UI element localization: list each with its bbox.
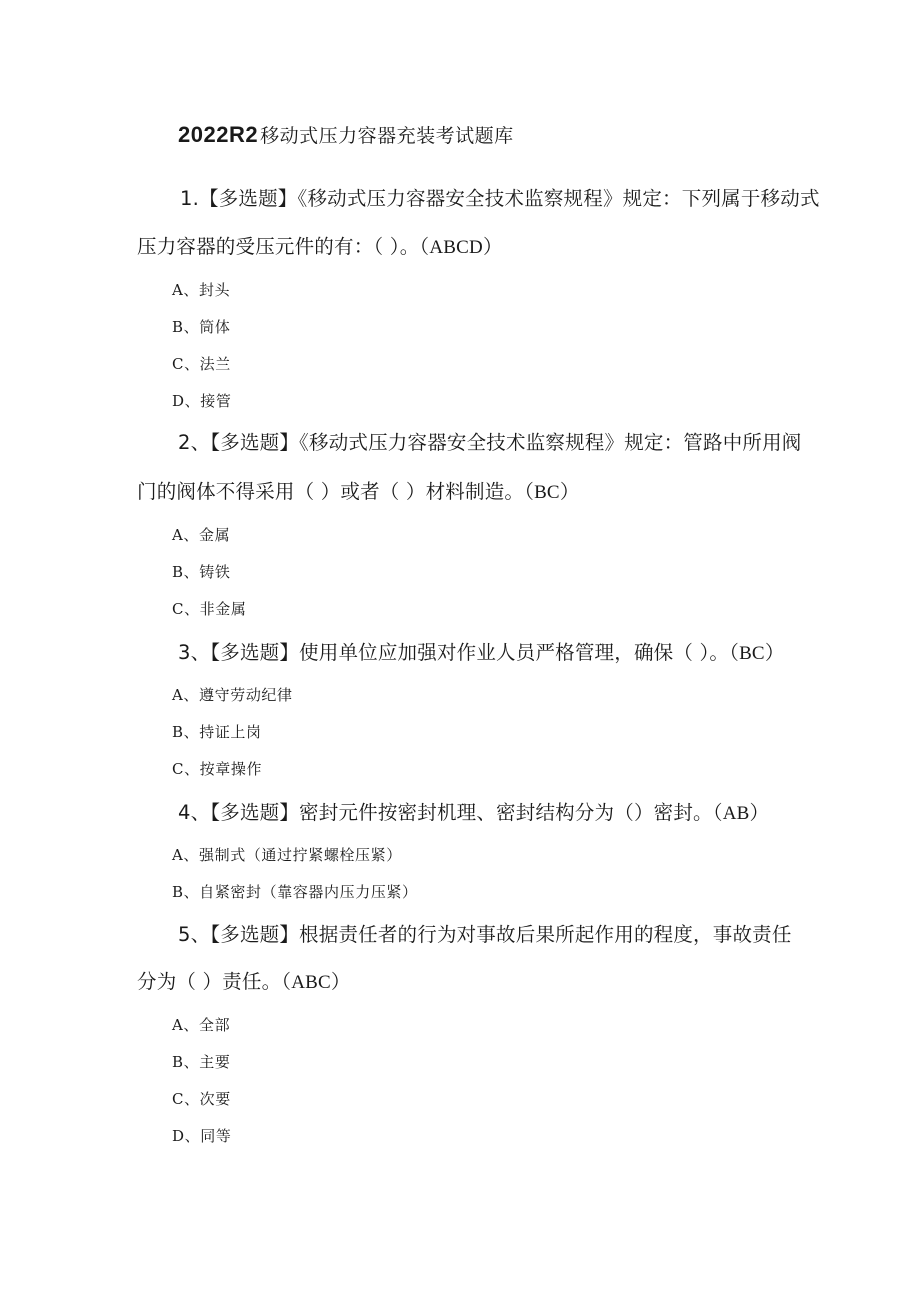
- title-text: 移动式压力容器充装考试题库: [260, 125, 514, 147]
- question-5-close: ）: [330, 970, 351, 993]
- question-2-line-2: [137, 479, 580, 506]
- question-4-option-a: A、强制式（通过拧紧螺栓压紧）: [172, 846, 402, 864]
- question-2-text: 门的阀体不得采用（ ）或者（ ）材料制造。（: [137, 480, 535, 503]
- question-5-option-a: A、全部: [172, 1016, 231, 1034]
- question-2-option-a: A、金属: [172, 526, 231, 544]
- question-2-option-c: C、非金属: [172, 600, 247, 618]
- question-3-text: 3、【多选题】使用单位应加强对作业人员严格管理，确保（ ）。（: [178, 641, 740, 664]
- question-3-answer: BC: [739, 643, 765, 664]
- question-1-option-d: D、接管: [172, 392, 232, 410]
- question-5-line-2: [137, 969, 351, 996]
- question-5-option-d: D、同等: [172, 1127, 232, 1145]
- question-1-option-a: A、封头: [172, 281, 231, 299]
- question-5-option-b: B、主要: [172, 1053, 231, 1071]
- question-5-text: 分为（ ）责任。（: [137, 970, 292, 993]
- question-2-line-1: 2、【多选题】《移动式压力容器安全技术监察规程》规定：管路中所用阀: [178, 431, 802, 454]
- question-5-answer: ABC: [291, 972, 331, 993]
- title-year-code: 2022R2: [178, 122, 259, 147]
- question-3-option-b: B、持证上岗: [172, 723, 262, 741]
- question-3-line-1: [178, 640, 785, 667]
- question-5-line-1: 5、【多选题】根据责任者的行为对事故后果所起作用的程度，事故责任: [178, 923, 792, 946]
- question-1-option-b: B、筒体: [172, 318, 231, 336]
- question-4-option-b: B、自紧密封（靠容器内压力压紧）: [172, 883, 418, 901]
- question-3-close: ）: [764, 641, 785, 664]
- question-1-line-1: 1.【多选题】《移动式压力容器安全技术监察规程》规定：下列属于移动式: [180, 187, 820, 210]
- document-title: [178, 121, 514, 150]
- question-5-option-c: C、次要: [172, 1090, 231, 1108]
- question-4-text: 4、【多选题】密封元件按密封机理、密封结构分为（）密封。（: [178, 801, 723, 824]
- question-4-line-1: [178, 800, 769, 827]
- question-2-answer: BC: [534, 482, 560, 503]
- question-1-text: 压力容器的受压元件的有：（ ）。（: [137, 235, 430, 258]
- question-1-close: ）: [482, 235, 503, 258]
- question-3-option-a: A、遵守劳动纪律: [172, 686, 293, 704]
- question-4-close: ）: [749, 801, 770, 824]
- question-1-line-2: [137, 234, 503, 261]
- question-4-answer: AB: [722, 803, 750, 824]
- question-2-close: ）: [559, 480, 580, 503]
- question-2-option-b: B、铸铁: [172, 563, 231, 581]
- question-1-answer: ABCD: [429, 237, 483, 258]
- question-1-option-c: C、法兰: [172, 355, 231, 373]
- question-3-option-c: C、按章操作: [172, 760, 263, 778]
